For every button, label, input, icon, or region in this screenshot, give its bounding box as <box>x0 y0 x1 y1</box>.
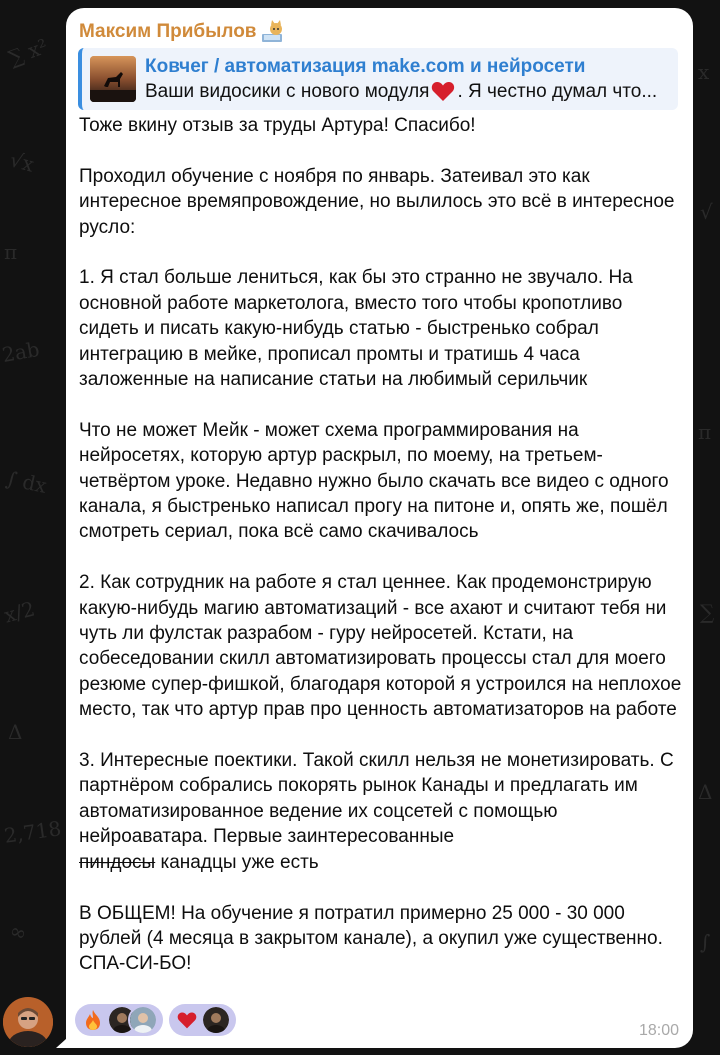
paragraph: 2. Как сотрудник на работе я стал ценнее. Как продемонстрирую какую-нибудь магию автоматизаций - все ахают и считают тебя ни чуть ли фулстак разрабом - гуру нейросетей. Кстати, на собеседовании скилл автоматизировать процессы стал для моего резюме супер-фишкой, благодаря которой я устроился на неплохое место, так что артур прав про ценность автоматизаторов на работе <box>79 572 682 721</box>
reply-quote[interactable] <box>78 48 678 110</box>
reaction-user-avatar <box>201 1005 231 1035</box>
heart-icon <box>430 80 456 102</box>
laptop-cat-emoji-icon <box>260 20 286 44</box>
paragraph: Что не может Мейк - может схема программирования на нейросетях, которую артур раскрыл, по моему, на третьем-четвёртом уроке. Недавно нужно было скачать все видео с одного канала, я быстренько написал прогу на питоне и, опять же, пошёл смотреть сериал, пока всё само скачивалось <box>79 419 669 543</box>
heart-icon <box>177 1009 197 1031</box>
reply-channel-title: Ковчег / автоматизация make.com и нейросети <box>145 55 586 77</box>
reply-thumbnail <box>90 56 136 102</box>
message-time: 18:00 <box>638 1022 679 1039</box>
paragraph: Проходил обучение с ноября по январь. Затеивал это как интересное времяпровождение, но вылилось это всё в интересное русло: <box>79 165 675 238</box>
reactions-row <box>75 1004 236 1036</box>
paragraph-with-strike: 3. Интересные поектики. Такой скилл нельзя не монетизировать. С партнёром собрались покорять рынок Канады и предлагать им автоматизированное ведение их соцсетей с помощью нейроаватара. Первые заинтересованные пиндосы канадцы уже есть <box>79 750 674 873</box>
paragraph: В ОБЩЕМ! На обучение я потратил примерно 25 000 - 30 000 рублей (4 месяца в закрытом канале), а окупил уже существенно. СПА-СИ-БО! <box>79 902 663 975</box>
reaction-user-avatar <box>128 1005 158 1035</box>
sender-avatar[interactable] <box>3 997 53 1047</box>
paragraph: Тоже вкину отзыв за труды Артура! Спасибо! <box>79 115 476 136</box>
chat-background-pattern: ∑ x² √x π 2ab ∫ dx x/2 Δ 2,718 ∞ x √ π ∑ Δ ∫ <box>0 33 715 954</box>
sender-name[interactable]: Максим Прибылов <box>79 21 257 42</box>
reply-snippet: Ваши видосики с нового модуля . Я честно думал что... <box>145 80 658 102</box>
reaction-fire[interactable] <box>75 1004 163 1036</box>
paragraph: 1. Я стал больше лениться, как бы это странно не звучало. На основной работе маркетолога, вместо того чтобы кропотливо сидеть и писать какую-нибудь статью - быстренько собрал интеграцию в мейке, прописал промты и тратишь 4 часа заложенные на написание статьи на любимый серильчик <box>79 267 633 391</box>
message-text <box>79 113 682 977</box>
strikethrough-text: пиндосы <box>79 851 156 873</box>
message-bubble[interactable] <box>66 8 693 1048</box>
fire-icon <box>83 1009 103 1031</box>
reaction-heart[interactable] <box>169 1004 236 1036</box>
sender-name-row[interactable] <box>79 20 286 44</box>
